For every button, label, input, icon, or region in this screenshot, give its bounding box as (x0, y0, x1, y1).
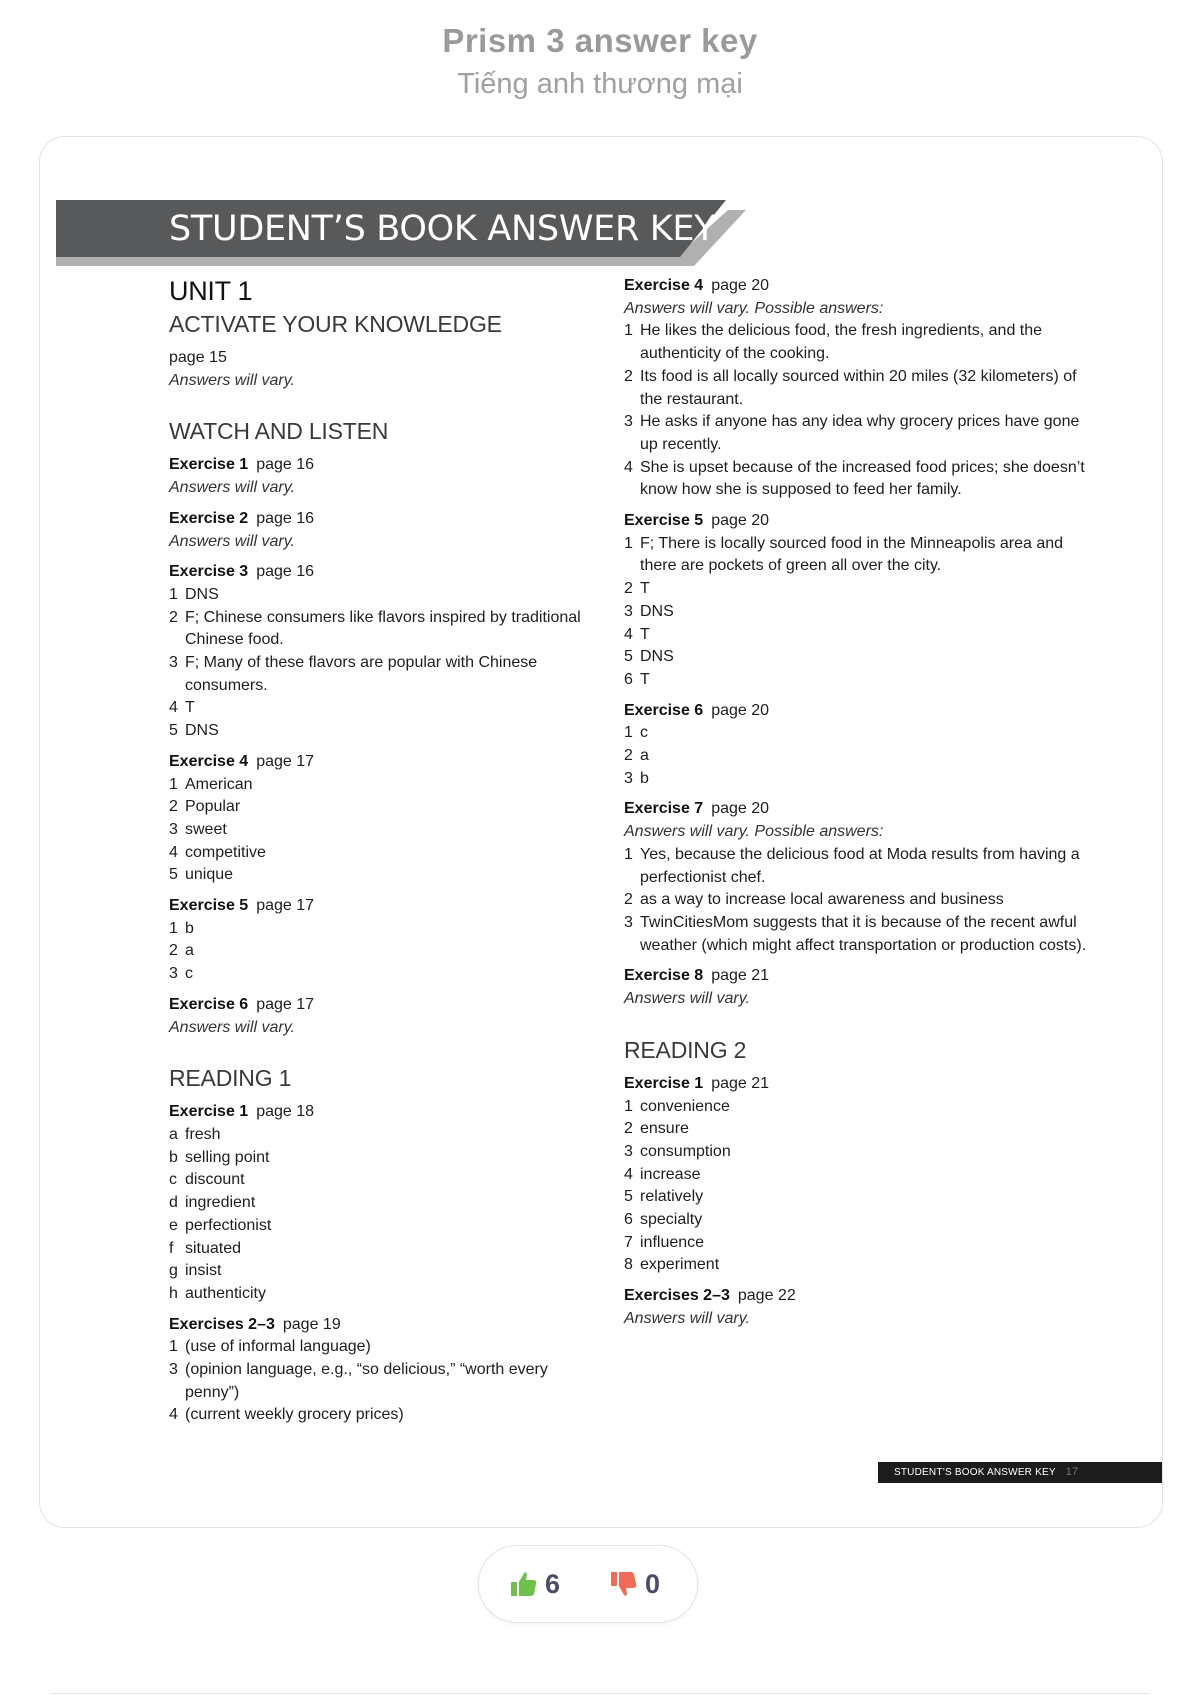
exercise-heading (624, 1285, 1094, 1308)
exercise-page: page 16 (256, 509, 315, 527)
answer-item: 1 F; There is locally sourced food in the Minneapolis area and there are pockets of green all over the city. (624, 534, 1064, 575)
answer-item: 3 TwinCitiesMom suggests that it is because of the recent awful weather (which might affect transportation or production costs). (624, 913, 1087, 954)
answer-item: 2 F; Chinese consumers like flavors inspired by traditional Chinese food. (169, 608, 581, 649)
answer-item: 6 T (624, 670, 650, 688)
exercise-heading (624, 1073, 1094, 1096)
exercise-page: page 19 (282, 1315, 341, 1333)
exercise-heading (624, 510, 1094, 533)
answer-item: 3 He asks if anyone has any idea why grocery prices have gone up recently. (624, 413, 1080, 453)
exercise-page: page 20 (711, 277, 770, 294)
exercise-page: page 20 (711, 512, 770, 530)
answer-note: Answers will vary. (169, 532, 295, 550)
answer-item: 3 c (169, 965, 193, 983)
answer-item: 4 T (624, 625, 650, 643)
exercise-heading (624, 700, 1094, 723)
answer-note: Answers will vary. (624, 990, 750, 1008)
answer-item: d ingredient (169, 1194, 256, 1212)
answer-item: c discount (169, 1171, 245, 1189)
dislike-count: 0 (645, 1568, 661, 1599)
answer-item: 3 sweet (169, 820, 227, 838)
section-title-reading-2: READING 2 (624, 1036, 747, 1063)
answer-note: Answers will vary. (624, 1309, 750, 1327)
answer-note: Answers will vary. Possible answers: (624, 823, 884, 841)
answer-item: 1 He likes the delicious food, the fresh ingredients, and the authenticity of the cooking. (624, 322, 1043, 363)
answer-item: 4 increase (624, 1165, 701, 1183)
answer-item: 2 a (624, 747, 649, 765)
exercise-page: page 21 (711, 967, 770, 985)
answer-item: 8 experiment (624, 1256, 720, 1274)
answer-item: 2 Popular (169, 798, 241, 816)
answer-item: 7 influence (624, 1233, 705, 1251)
answer-item: 3 (opinion language, e.g., “so delicious,” “worth every penny”) (169, 1361, 548, 1401)
exercise-page: page 17 (256, 752, 315, 770)
answer-item: 5 relatively (624, 1188, 704, 1206)
page-title: Prism 3 answer key (442, 22, 758, 59)
exercise-label: Exercises 2–3 (169, 1315, 275, 1333)
answer-item: g insist (169, 1262, 222, 1280)
like-count: 6 (545, 1568, 561, 1599)
exercise-page: page 20 (711, 701, 770, 719)
exercise-heading (169, 1101, 599, 1124)
answer-key-banner (56, 200, 746, 266)
divider (50, 1693, 1150, 1694)
exercise-page: page 21 (711, 1074, 770, 1092)
answer-item: e perfectionist (169, 1216, 272, 1234)
exercise-page: page 18 (256, 1103, 315, 1121)
banner-title: STUDENT’S BOOK ANSWER KEY (169, 209, 716, 249)
answer-item: 1 American (169, 775, 253, 793)
footer-label: STUDENT’S BOOK ANSWER KEY (894, 1467, 1056, 1478)
exercise-heading (169, 454, 599, 477)
exercise-heading (169, 751, 599, 774)
answer-item: a fresh (169, 1125, 221, 1143)
exercise-label: Exercise 7 (624, 800, 704, 818)
exercise-heading (169, 1314, 599, 1337)
section-title-reading-1: READING 1 (169, 1065, 292, 1092)
exercise-heading (169, 895, 599, 918)
answer-item: 4 She is upset because of the increased food prices; she doesn’t know how she is supposed to feed her family. (624, 458, 1085, 499)
exercise-heading (169, 508, 599, 531)
answer-item: b selling point (169, 1148, 270, 1166)
answer-item: 1 c (624, 724, 648, 742)
unit-title: UNIT 1 (169, 276, 253, 306)
site-header (0, 18, 1200, 104)
exercise-heading (169, 561, 599, 584)
footer-page-number: 17 (1065, 1466, 1079, 1478)
exercise-page: page 16 (256, 563, 315, 581)
answer-item: 3 b (624, 769, 649, 787)
answer-note: Answers will vary. (169, 1018, 295, 1036)
exercise-heading (624, 798, 1094, 821)
page-footer (878, 1462, 1163, 1483)
exercise-page: page 17 (256, 897, 315, 915)
thumbs-up-icon (509, 1569, 539, 1599)
like-button[interactable] (509, 1564, 560, 1604)
answer-item: 2 a (169, 942, 194, 960)
answer-item: 1 b (169, 919, 194, 937)
exercise-label: Exercise 3 (169, 563, 249, 581)
answer-item: 2 ensure (624, 1120, 689, 1138)
answer-note: Answers will vary. (169, 479, 295, 497)
answer-item: 1 Yes, because the delicious food at Moda results from having a perfectionist chef. (624, 845, 1080, 886)
answer-item: 4 T (169, 699, 195, 717)
exercise-label: Exercise 5 (169, 897, 249, 915)
thumbs-down-icon (609, 1569, 639, 1599)
exercise-label: Exercise 4 (624, 277, 704, 294)
answer-item: 2 Its food is all locally sourced within 20 miles (32 kilometers) of the restaurant. (624, 367, 1077, 408)
exercise-page: page 20 (711, 800, 770, 818)
answer-item: 1 convenience (624, 1097, 730, 1115)
answer-item: 1 (use of informal language) (169, 1338, 371, 1356)
activate-note: Answers will vary. (169, 371, 295, 389)
exercise-label: Exercise 1 (169, 456, 249, 474)
answer-item: 5 DNS (624, 648, 674, 666)
right-column (624, 275, 1094, 1331)
left-column (169, 275, 599, 1427)
activate-page: page 15 (169, 349, 227, 366)
answer-item: 6 specialty (624, 1211, 703, 1229)
answer-item: 3 consumption (624, 1142, 731, 1160)
answer-item: 2 T (624, 580, 650, 598)
answer-item: 5 DNS (169, 722, 219, 740)
exercise-label: Exercise 1 (624, 1074, 704, 1092)
answer-item: 5 unique (169, 866, 234, 884)
exercise-page: page 16 (256, 456, 315, 474)
exercise-label: Exercise 2 (169, 509, 249, 527)
exercise-label: Exercise 1 (169, 1103, 249, 1121)
exercise-label: Exercise 6 (169, 995, 249, 1013)
page-subtitle: Tiếng anh thương mại (457, 68, 743, 100)
exercise-label: Exercises 2–3 (624, 1287, 730, 1305)
answer-item: 3 F; Many of these flavors are popular with Chinese consumers. (169, 654, 538, 694)
answer-item: 1 DNS (169, 585, 219, 603)
answer-item: 2 as a way to increase local awareness and business (624, 891, 1004, 909)
document-viewer (39, 136, 1163, 1528)
vote-panel (478, 1545, 698, 1623)
section-title-watch: WATCH AND LISTEN (169, 418, 389, 445)
exercise-page: page 22 (737, 1287, 796, 1305)
answer-note: Answers will vary. Possible answers: (624, 299, 884, 317)
answer-item: 3 DNS (624, 602, 674, 620)
dislike-button[interactable] (609, 1564, 660, 1604)
answer-item: h authenticity (169, 1284, 266, 1302)
answer-item: 4 (current weekly grocery prices) (169, 1406, 404, 1424)
exercise-label: Exercise 6 (624, 701, 704, 719)
exercise-page: page 17 (256, 995, 315, 1013)
exercise-heading (169, 994, 599, 1017)
exercise-label: Exercise 5 (624, 512, 704, 530)
exercise-label: Exercise 8 (624, 967, 704, 985)
answer-item: 4 competitive (169, 843, 266, 861)
section-title-activate: ACTIVATE YOUR KNOWLEDGE (169, 311, 502, 337)
answer-item: f situated (169, 1239, 242, 1257)
exercise-label: Exercise 4 (169, 752, 249, 770)
exercise-heading (624, 275, 1094, 298)
exercise-heading (624, 965, 1094, 988)
